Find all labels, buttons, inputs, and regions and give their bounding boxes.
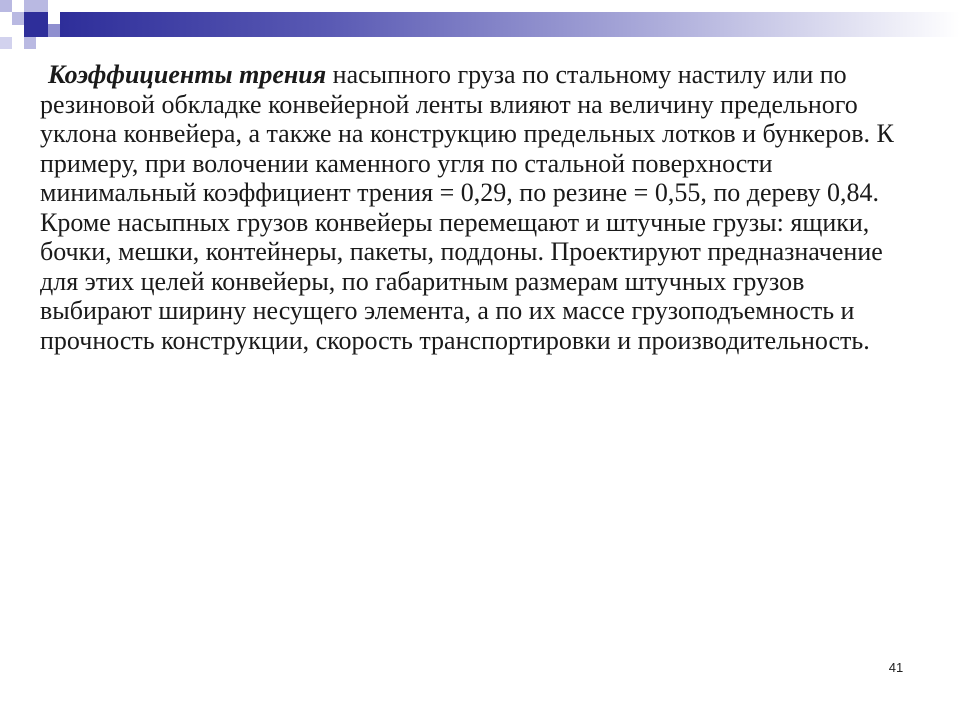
- decor-square: [0, 37, 12, 49]
- decor-square: [48, 24, 60, 37]
- decor-square: [24, 0, 36, 12]
- decor-square: [0, 0, 12, 12]
- decor-square: [12, 12, 24, 25]
- page-number: 41: [888, 660, 904, 675]
- paragraph-piece-goods: Кроме насыпных грузов конвейеры перемещают и штучные грузы: ящики, бочки, мешки, контейнеры, пакеты, поддоны. Проектируют предназначение для этих целей конвейеры, по габаритным размерам штучных грузов выбирают ширину несущего элемента, а по их массе грузоподъемность и прочность конструкции, скорость транспортировки и производительность.: [40, 207, 883, 355]
- paragraph-text: насыпного груза по стальному настилу или по резиновой обкладке конвейерной ленты влияют на величину предельного уклона конвейера, а также на конструкцию предельных лотков и бункеров. К примеру, при волочении каменного угля по стальной поверхности минимальный коэффициент трения = 0,29, по резине = 0,55, по дереву 0,84.: [40, 60, 894, 207]
- paragraph-friction: [40, 60, 920, 208]
- decor-square: [24, 12, 48, 37]
- header-gradient-bar: [60, 12, 960, 37]
- slide-body: [40, 60, 920, 355]
- decor-square: [24, 37, 36, 49]
- decor-square: [36, 0, 48, 12]
- header-decoration: [0, 0, 960, 38]
- paragraph-lead-term: Коэффициенты трения: [48, 60, 327, 89]
